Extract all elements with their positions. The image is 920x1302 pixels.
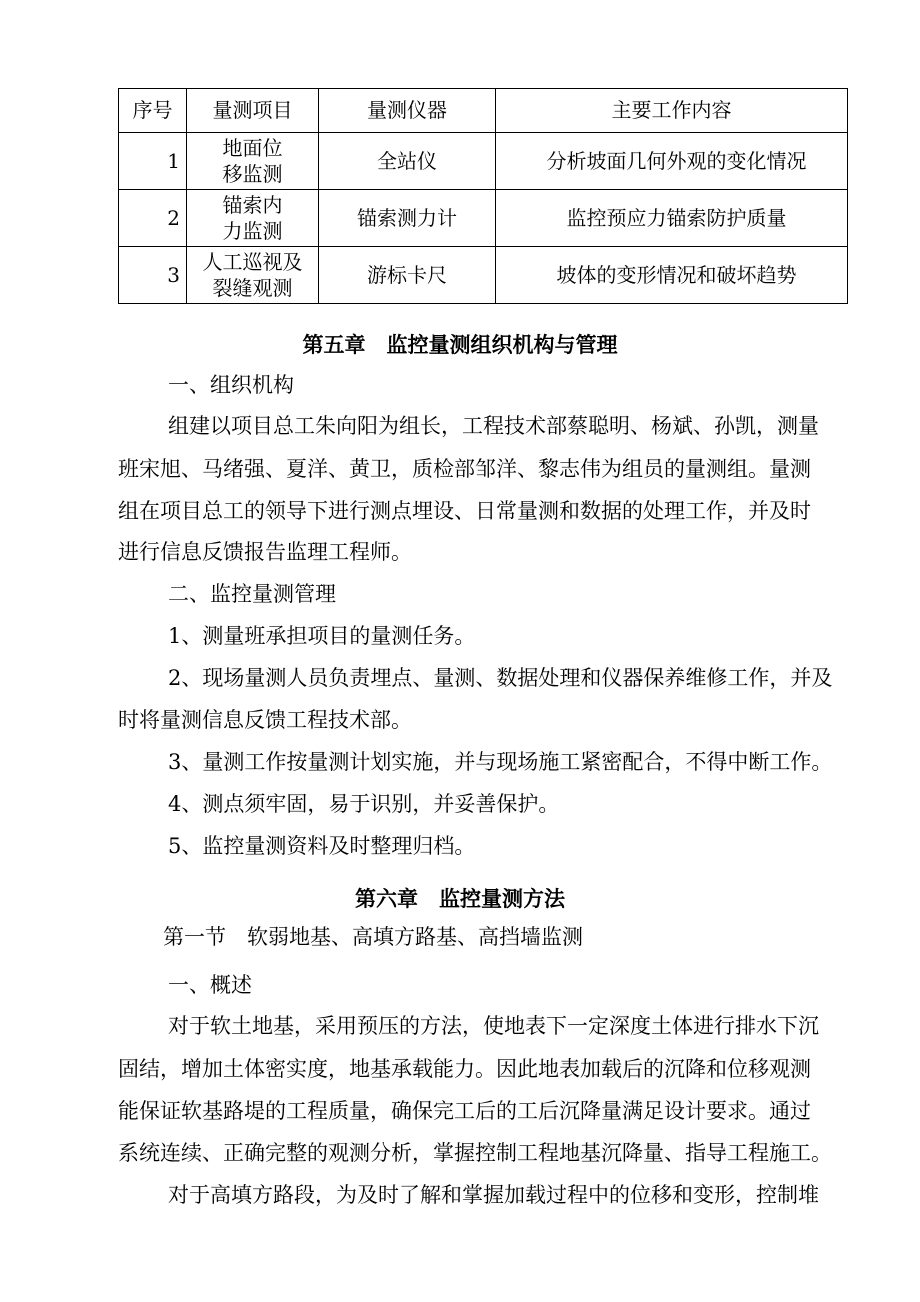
list-item: 1、测量班承担项目的量测任务。: [168, 624, 476, 648]
instrument-cell: 游标卡尺: [319, 247, 496, 304]
table-header-cell: 主要工作内容: [496, 89, 848, 133]
instrument-cell: 锚索测力计: [319, 190, 496, 247]
paragraph-line: 能保证软基路堤的工程质量，确保完工后的工后沉降量满足设计要求。通过: [118, 1099, 811, 1123]
table-header-cell: 量测仪器: [319, 89, 496, 133]
row-number: 3: [119, 247, 187, 304]
section-heading: 一、组织机构: [168, 373, 294, 397]
item-line: 锚索内: [222, 193, 283, 217]
chapter5-title: 第五章 监控量测组织机构与管理: [302, 332, 618, 357]
paragraph-line: 系统连续、正确完整的观测分析，掌握控制工程地基沉降量、指导工程施工。: [118, 1141, 832, 1165]
section-title: 第一节 软弱地基、高填方路基、高挡墙监测: [163, 925, 583, 949]
list-item: 5、监控量测资料及时整理归档。: [168, 834, 476, 858]
table-header-cell: 序号: [119, 89, 187, 133]
list-item: 2、现场量测人员负责埋点、量测、数据处理和仪器保养维修工作，并及: [168, 666, 833, 690]
table-row: [119, 247, 848, 304]
item-line: 人工巡视及: [202, 250, 303, 274]
chapter6-title: 第六章 监控量测方法: [355, 886, 565, 911]
list-item: 3、量测工作按量测计划实施，并与现场施工紧密配合，不得中断工作。: [168, 750, 833, 774]
work-content-cell: 监控预应力锚索防护质量: [496, 190, 848, 247]
measurement-item: [187, 133, 319, 190]
paragraph-line: 对于高填方路段，为及时了解和掌握加载过程中的位移和变形，控制堆: [168, 1183, 819, 1207]
instrument-cell: 全站仪: [319, 133, 496, 190]
table-row: [119, 133, 848, 190]
table-header-cell: 量测项目: [187, 89, 319, 133]
section-heading: 二、监控量测管理: [168, 582, 336, 606]
table-header-row: [119, 89, 848, 133]
item-line: 地面位: [222, 136, 283, 160]
item-line: 裂缝观测: [212, 276, 293, 300]
paragraph-line: 进行信息反馈报告监理工程师。: [118, 540, 412, 564]
paragraph-line: 组建以项目总工朱向阳为组长，工程技术部蔡聪明、杨斌、孙凯，测量: [168, 414, 819, 438]
work-content-cell: 分析坡面几何外观的变化情况: [496, 133, 848, 190]
list-item: 4、测点须牢固，易于识别，并妥善保护。: [168, 792, 560, 816]
measurement-item: [187, 247, 319, 304]
table-row: [119, 190, 848, 247]
paragraph-line: 对于软土地基，采用预压的方法，使地表下一定深度土体进行排水下沉: [168, 1014, 819, 1038]
monitoring-items-table: [118, 88, 848, 304]
section-heading: 一、概述: [168, 973, 252, 997]
work-content-cell: 坡体的变形情况和破坏趋势: [496, 247, 848, 304]
row-number: 1: [119, 133, 187, 190]
paragraph-line: 固结，增加土体密实度，地基承载能力。因此地表加载后的沉降和位移观测: [118, 1057, 811, 1081]
paragraph-line: 组在项目总工的领导下进行测点埋设、日常量测和数据的处理工作，并及时: [118, 499, 811, 523]
item-line: 力监测: [222, 219, 283, 243]
measurement-item: [187, 190, 319, 247]
item-line: 移监测: [222, 162, 283, 186]
list-item-continuation: 时将量测信息反馈工程技术部。: [118, 708, 412, 732]
paragraph-line: 班宋旭、马绪强、夏洋、黄卫，质检部邹洋、黎志伟为组员的量测组。量测: [118, 457, 811, 481]
row-number: 2: [119, 190, 187, 247]
